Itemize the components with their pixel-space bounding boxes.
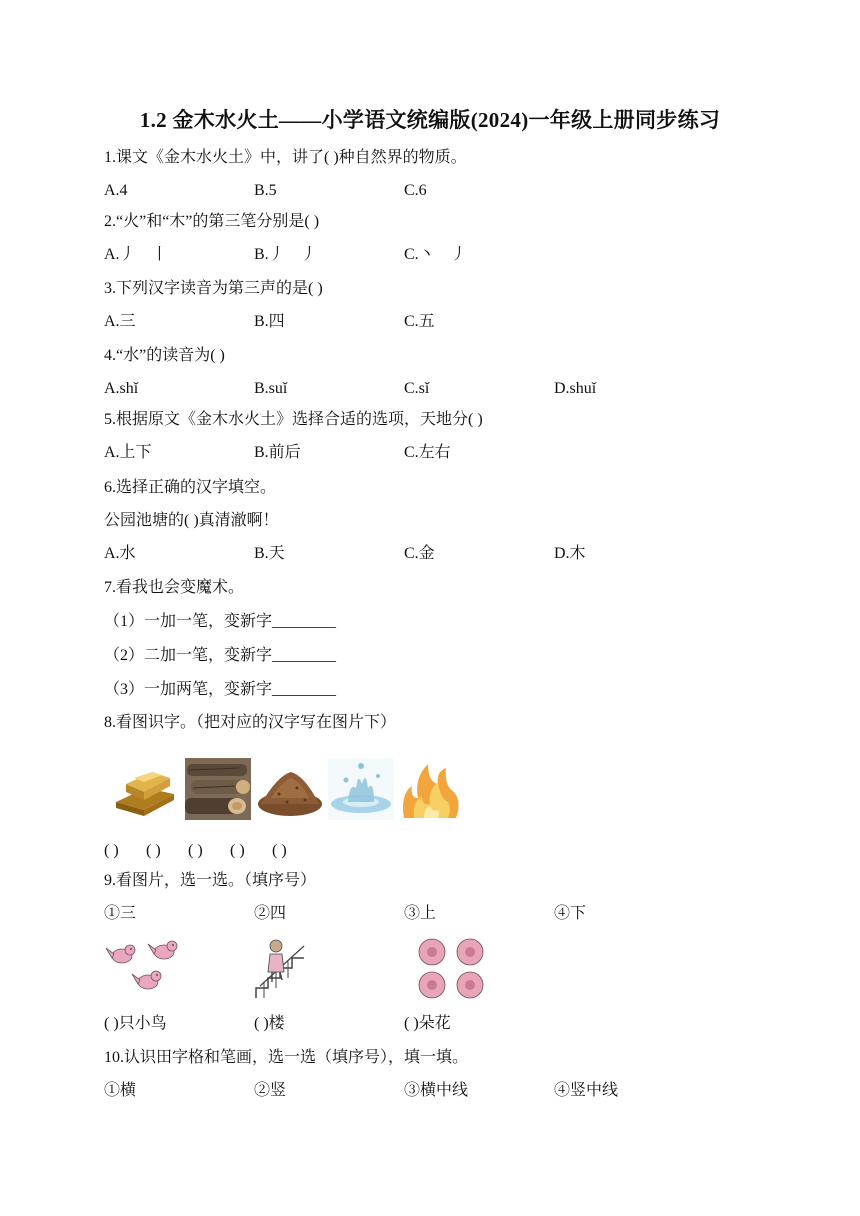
question-8-stem: 8.看图识字。（把对应的汉字写在图片下） [104, 714, 397, 731]
q7-item-2: （2）二加一笔，变新字________ [104, 647, 337, 664]
q7-item-1: （1）一加一笔，变新字________ [104, 613, 337, 630]
q3-option-c: C.五 [404, 313, 435, 330]
question-10-stem: 10.认识田字格和笔画，选一选（填序号），填一填。 [104, 1049, 469, 1066]
q4-option-a: A.shǐ [104, 380, 139, 397]
q9-caption-flowers: ( )朵花 [404, 1015, 451, 1032]
q7-item-3: （3）一加两笔，变新字________ [104, 681, 337, 698]
q1-option-a: A.4 [104, 182, 128, 199]
q8-blank-2[interactable]: ( ) [146, 842, 161, 859]
q4-option-b: B.suǐ [254, 380, 288, 397]
soil-pile-image [257, 758, 323, 820]
question-3-stem: 3.下列汉字读音为第三声的是( ) [104, 280, 323, 297]
q8-blank-5[interactable]: ( ) [272, 842, 287, 859]
question-5-stem: 5.根据原文《金木水火土》选择合适的选项，天地分( ) [104, 411, 483, 428]
q9-caption-birds: ( )只小鸟 [104, 1015, 167, 1032]
q8-answer-blanks [104, 840, 314, 862]
q6-option-d: D.木 [554, 545, 586, 562]
water-splash-image [328, 758, 394, 820]
q10-option-4: ④竖中线 [554, 1082, 619, 1099]
q6-option-b: B.天 [254, 545, 285, 562]
wood-logs-image [185, 758, 251, 820]
q8-blank-4[interactable]: ( ) [230, 842, 245, 859]
q9-caption-stairs: ( )楼 [254, 1015, 285, 1032]
q8-blank-3[interactable]: ( ) [188, 842, 203, 859]
q2-option-b: B.丿 丿 [254, 246, 317, 263]
fire-flames-image [398, 758, 464, 820]
question-9-stem: 9.看图片，选一选。（填序号） [104, 872, 317, 889]
question-4-stem: 4.“水”的读音为( ) [104, 347, 225, 364]
q10-option-2: ②竖 [254, 1082, 287, 1099]
q2-option-a: A.丿 丨 [104, 246, 168, 263]
question-6-stem: 6.选择正确的汉字填空。 [104, 479, 277, 496]
four-flowers-image [412, 936, 492, 1002]
three-birds-image [104, 936, 184, 998]
q1-option-b: B.5 [254, 182, 277, 199]
q3-option-a: A.三 [104, 313, 136, 330]
q10-option-3: ③横中线 [404, 1082, 469, 1099]
q9-option-2: ②四 [254, 905, 287, 922]
stairs-girl-image [254, 936, 310, 1000]
q4-option-d: D.shuǐ [554, 380, 597, 397]
q8-blank-1[interactable]: ( ) [104, 842, 119, 859]
q4-option-c: C.sǐ [404, 380, 430, 397]
q6-sentence: 公园池塘的( )真清澈啊！ [104, 512, 279, 529]
q2-option-c: C.丶 丿 [404, 246, 467, 263]
question-7-stem: 7.看我也会变魔术。 [104, 579, 245, 596]
q5-option-c: C.左右 [404, 444, 451, 461]
q9-option-1: ①三 [104, 905, 137, 922]
q6-option-a: A.水 [104, 545, 136, 562]
question-2-stem: 2.“火”和“木”的第三笔分别是( ) [104, 213, 320, 230]
page-title: 1.2 金木水火土——小学语文统编版(2024)一年级上册同步练习 [139, 108, 721, 132]
q5-option-b: B.前后 [254, 444, 301, 461]
q9-option-4: ④下 [554, 905, 587, 922]
q6-option-c: C.金 [404, 545, 435, 562]
question-1-stem: 1.课文《金木水火土》中，讲了( )种自然界的物质。 [104, 149, 467, 166]
q5-option-a: A.上下 [104, 444, 152, 461]
q9-option-3: ③上 [404, 905, 437, 922]
q10-option-1: ①横 [104, 1082, 137, 1099]
gold-bars-image [112, 758, 178, 820]
q1-option-c: C.6 [404, 182, 427, 199]
q3-option-b: B.四 [254, 313, 285, 330]
